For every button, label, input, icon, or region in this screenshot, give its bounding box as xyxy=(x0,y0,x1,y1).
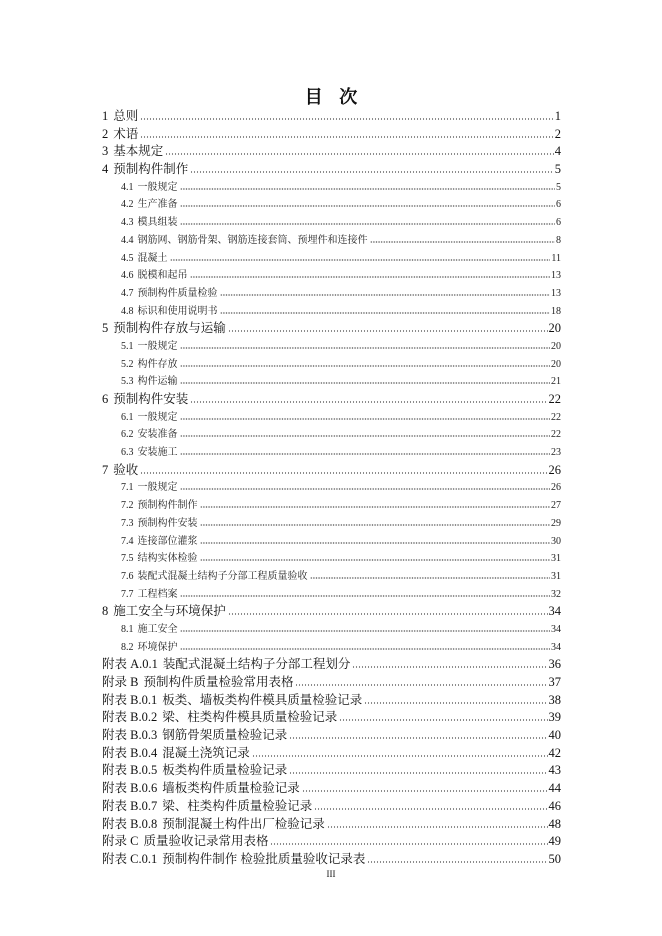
toc-chapter-entry xyxy=(102,108,561,126)
dot-leader xyxy=(295,684,547,686)
entry-title: 装配式混凝土结构子分部工程质量验收 xyxy=(137,570,308,582)
entry-page-number: 23 xyxy=(551,447,561,459)
entry-title: 构件运输 xyxy=(137,376,178,388)
dot-leader xyxy=(270,843,547,845)
entry-title: 预制构件质量检验 xyxy=(137,287,218,299)
dot-leader xyxy=(165,153,553,155)
entry-title: 预制构件制作 xyxy=(137,500,198,512)
toc-appendix-entry xyxy=(102,798,561,816)
dot-leader xyxy=(180,223,556,225)
toc-appendix-entry xyxy=(102,833,561,851)
entry-page-number: 11 xyxy=(551,252,561,264)
entry-title: 预制混凝土构件出厂检验记录 xyxy=(162,816,325,831)
entry-number: 附表 B.0.4 xyxy=(102,745,158,760)
entry-title: 预制构件安装 xyxy=(137,517,198,529)
dot-leader xyxy=(220,312,551,314)
entry-number: 7.4 xyxy=(121,535,134,547)
entry-page-number: 34 xyxy=(551,623,561,635)
entry-title: 预制构件制作 xyxy=(113,162,189,177)
page-title: 目 次 xyxy=(304,87,364,107)
entry-number: 6.2 xyxy=(121,429,134,441)
entry-page-number: 44 xyxy=(548,781,561,796)
entry-title: 混凝土 xyxy=(137,252,168,264)
dot-leader xyxy=(252,755,548,757)
dot-leader xyxy=(190,171,553,173)
toc-chapter-entry xyxy=(102,603,561,621)
dot-leader xyxy=(352,666,547,668)
entry-title: 梁、柱类构件质量检验记录 xyxy=(162,798,313,813)
entry-number: 1 xyxy=(102,109,109,123)
entry-page-number: 2 xyxy=(554,126,561,141)
entry-page-number: 39 xyxy=(548,710,561,725)
toc-appendix-entry xyxy=(102,762,561,780)
entry-page-number: 26 xyxy=(548,462,561,477)
toc-section-entry xyxy=(102,356,561,374)
entry-page-number: 38 xyxy=(548,692,561,707)
entry-page-number: 36 xyxy=(548,657,561,672)
entry-number: 7.7 xyxy=(121,588,134,600)
entry-title: 脱模和起吊 xyxy=(137,270,188,282)
dot-leader xyxy=(289,772,547,774)
entry-number: 4.3 xyxy=(121,217,134,229)
entry-number: 5 xyxy=(102,321,109,336)
entry-number: 7 xyxy=(102,462,109,477)
entry-title: 板类构件质量检验记录 xyxy=(162,763,288,778)
toc-section-entry xyxy=(102,285,561,303)
entry-number: 附表 B.0.8 xyxy=(102,816,158,831)
dot-leader xyxy=(180,630,551,632)
toc-section-entry xyxy=(102,338,561,356)
entry-title: 施工安全与环境保护 xyxy=(113,604,226,619)
toc-section-entry xyxy=(102,196,561,214)
toc-section-entry xyxy=(102,250,561,268)
entry-page-number: 20 xyxy=(551,340,561,352)
entry-page-number: 48 xyxy=(548,816,561,831)
dot-leader xyxy=(220,294,551,296)
toc-chapter-entry xyxy=(102,462,561,480)
entry-title: 工程档案 xyxy=(137,588,178,600)
entry-number: 4.4 xyxy=(121,234,134,246)
entry-title: 钢筋骨架质量检验记录 xyxy=(162,728,288,743)
toc-section-entry xyxy=(102,179,561,197)
toc-appendix-entry xyxy=(102,727,561,745)
dot-leader xyxy=(180,418,551,420)
dot-leader xyxy=(200,506,551,508)
dot-leader xyxy=(140,118,553,120)
entry-title: 预制构件质量检验常用表格 xyxy=(143,675,294,689)
entry-title: 一般规定 xyxy=(137,340,178,352)
toc-section-entry xyxy=(102,639,561,657)
dot-leader xyxy=(370,241,556,243)
dot-leader xyxy=(327,826,548,828)
entry-title: 预制构件安装 xyxy=(113,392,189,406)
entry-number: 7.1 xyxy=(121,482,134,494)
dot-leader xyxy=(180,595,551,597)
dot-leader xyxy=(190,401,547,403)
entry-title: 基本规定 xyxy=(113,144,164,159)
entry-page-number: 50 xyxy=(548,851,561,866)
toc-section-entry xyxy=(102,568,561,586)
entry-number: 附录 B xyxy=(102,675,139,689)
entry-number: 4.2 xyxy=(121,199,134,211)
entry-page-number: 31 xyxy=(551,553,561,565)
entry-number: 8.1 xyxy=(121,623,134,635)
entry-title: 一般规定 xyxy=(137,482,178,494)
dot-leader xyxy=(200,524,551,526)
entry-title: 构件存放 xyxy=(137,358,178,370)
dot-leader xyxy=(310,577,551,579)
toc-section-entry xyxy=(102,533,561,551)
dot-leader xyxy=(180,488,551,490)
dot-leader xyxy=(228,330,548,332)
entry-title: 一般规定 xyxy=(137,181,178,193)
entry-page-number: 6 xyxy=(556,217,561,229)
entry-page-number: 37 xyxy=(548,675,561,689)
entry-page-number: 27 xyxy=(551,500,561,512)
entry-number: 附表 B.0.6 xyxy=(102,781,158,796)
entry-page-number: 31 xyxy=(551,570,561,582)
dot-leader xyxy=(180,435,551,437)
entry-page-number: 43 xyxy=(548,763,561,778)
entry-page-number: 5 xyxy=(556,181,561,193)
entry-number: 6.1 xyxy=(121,411,134,423)
entry-title: 墙板类构件质量检验记录 xyxy=(162,781,300,796)
entry-page-number: 32 xyxy=(551,588,561,600)
entry-page-number: 20 xyxy=(551,358,561,370)
entry-number: 5.1 xyxy=(121,340,134,352)
toc-chapter-entry xyxy=(102,320,561,338)
dot-leader xyxy=(140,136,553,138)
entry-number: 7.2 xyxy=(121,500,134,512)
entry-number: 7.6 xyxy=(121,570,134,582)
entry-number: 附表 A.0.1 xyxy=(102,657,158,672)
toc-section-entry xyxy=(102,586,561,604)
entry-title: 预制构件制作 检验批质量验收记录表 xyxy=(162,851,366,866)
entry-number: 附表 C.0.1 xyxy=(102,851,158,866)
entry-page-number: 13 xyxy=(551,270,561,282)
entry-title: 安装施工 xyxy=(137,447,178,459)
dot-leader xyxy=(228,613,548,615)
toc-appendix-entry xyxy=(102,692,561,710)
toc-chapter-entry xyxy=(102,143,561,161)
entry-number: 7.3 xyxy=(121,517,134,529)
toc-section-entry xyxy=(102,497,561,515)
toc-section-entry xyxy=(102,232,561,250)
toc-chapter-entry xyxy=(102,161,561,179)
entry-number: 附表 B.0.2 xyxy=(102,710,158,725)
entry-page-number: 5 xyxy=(554,162,561,177)
entry-page-number: 18 xyxy=(551,305,561,317)
entry-number: 6.3 xyxy=(121,447,134,459)
entry-page-number: 22 xyxy=(551,429,561,441)
entry-page-number: 26 xyxy=(551,482,561,494)
dot-leader xyxy=(200,559,551,561)
dot-leader xyxy=(180,365,551,367)
dot-leader xyxy=(140,472,547,474)
entry-page-number: 34 xyxy=(548,604,561,619)
entry-number: 附表 B.0.3 xyxy=(102,728,158,743)
entry-number: 6 xyxy=(102,392,109,406)
dot-leader xyxy=(170,259,551,261)
toc-section-entry xyxy=(102,515,561,533)
dot-leader xyxy=(180,188,556,190)
entry-page-number: 46 xyxy=(548,798,561,813)
toc-section-entry xyxy=(102,479,561,497)
toc-section-entry xyxy=(102,621,561,639)
toc-section-entry xyxy=(102,550,561,568)
entry-number: 4 xyxy=(102,162,109,177)
entry-number: 2 xyxy=(102,126,109,141)
toc-appendix-entry xyxy=(102,656,561,674)
entry-number: 4.1 xyxy=(121,181,134,193)
entry-title: 标识和使用说明书 xyxy=(137,305,218,317)
dot-leader xyxy=(339,719,547,721)
entry-title: 混凝土浇筑记录 xyxy=(162,745,250,760)
entry-page-number: 34 xyxy=(551,641,561,653)
entry-title: 预制构件存放与运输 xyxy=(113,321,226,336)
entry-title: 钢筋网、钢筋骨架、钢筋连接套筒、预埋件和连接件 xyxy=(137,234,368,246)
entry-page-number: 22 xyxy=(548,392,561,406)
entry-title: 验收 xyxy=(113,462,139,477)
dot-leader xyxy=(364,702,547,704)
entry-title: 术语 xyxy=(113,126,139,141)
entry-number: 4.7 xyxy=(121,287,134,299)
entry-page-number: 40 xyxy=(548,728,561,743)
entry-title: 安装准备 xyxy=(137,429,178,441)
entry-page-number: 13 xyxy=(551,287,561,299)
entry-number: 附表 B.0.5 xyxy=(102,763,158,778)
entry-title: 总则 xyxy=(113,109,139,123)
dot-leader xyxy=(180,453,551,455)
entry-title: 生产准备 xyxy=(137,199,178,211)
entry-number: 附表 B.0.7 xyxy=(102,798,158,813)
entry-number: 7.5 xyxy=(121,553,134,565)
entry-title: 质量验收记录常用表格 xyxy=(143,834,269,849)
toc-appendix-entry xyxy=(102,674,561,692)
toc-section-entry xyxy=(102,444,561,462)
entry-number: 4.5 xyxy=(121,252,134,264)
dot-leader xyxy=(180,648,551,650)
toc-section-entry xyxy=(102,426,561,444)
toc-appendix-entry xyxy=(102,709,561,727)
toc-section-entry xyxy=(102,373,561,391)
entry-page-number: 20 xyxy=(548,321,561,336)
entry-page-number: 1 xyxy=(554,109,561,123)
toc-appendix-entry xyxy=(102,816,561,834)
entry-page-number: 42 xyxy=(548,745,561,760)
entry-title: 装配式混凝土结构子分部工程划分 xyxy=(162,657,351,672)
entry-number: 附录 C xyxy=(102,834,139,849)
entry-page-number: 49 xyxy=(548,834,561,849)
dot-leader xyxy=(200,542,551,544)
entry-number: 4.6 xyxy=(121,270,134,282)
page-number: III xyxy=(326,869,336,879)
entry-number: 5.2 xyxy=(121,358,134,370)
dot-leader xyxy=(190,276,551,278)
toc-section-entry xyxy=(102,214,561,232)
entry-number: 8 xyxy=(102,604,109,619)
entry-title: 结构实体检验 xyxy=(137,553,198,565)
entry-number: 8.2 xyxy=(121,641,134,653)
table-of-contents xyxy=(102,108,561,869)
entry-page-number: 22 xyxy=(551,411,561,423)
entry-page-number: 30 xyxy=(551,535,561,547)
toc-appendix-entry xyxy=(102,745,561,763)
toc-section-entry xyxy=(102,303,561,321)
toc-section-entry xyxy=(102,409,561,427)
toc-chapter-entry xyxy=(102,126,561,144)
dot-leader xyxy=(180,205,556,207)
entry-title: 板类、墙板类构件模具质量检验记录 xyxy=(162,692,363,707)
entry-number: 4.8 xyxy=(121,305,134,317)
entry-title: 环境保护 xyxy=(137,641,178,653)
entry-title: 施工安全 xyxy=(137,623,178,635)
entry-title: 一般规定 xyxy=(137,411,178,423)
dot-leader xyxy=(289,737,547,739)
dot-leader xyxy=(314,808,547,810)
dot-leader xyxy=(367,861,547,863)
toc-appendix-entry xyxy=(102,780,561,798)
entry-number: 5.3 xyxy=(121,376,134,388)
toc-chapter-entry xyxy=(102,391,561,409)
entry-number: 附表 B.0.1 xyxy=(102,692,158,707)
toc-appendix-entry xyxy=(102,851,561,869)
entry-title: 连接部位灌浆 xyxy=(137,535,198,547)
dot-leader xyxy=(302,790,548,792)
toc-section-entry xyxy=(102,267,561,285)
entry-page-number: 4 xyxy=(554,144,561,159)
entry-title: 模具组装 xyxy=(137,217,178,229)
dot-leader xyxy=(180,347,551,349)
entry-page-number: 29 xyxy=(551,517,561,529)
dot-leader xyxy=(180,382,551,384)
entry-page-number: 6 xyxy=(556,199,561,211)
entry-page-number: 21 xyxy=(551,376,561,388)
entry-number: 3 xyxy=(102,144,109,159)
entry-title: 梁、柱类构件模具质量检验记录 xyxy=(162,710,338,725)
entry-page-number: 8 xyxy=(556,234,561,246)
